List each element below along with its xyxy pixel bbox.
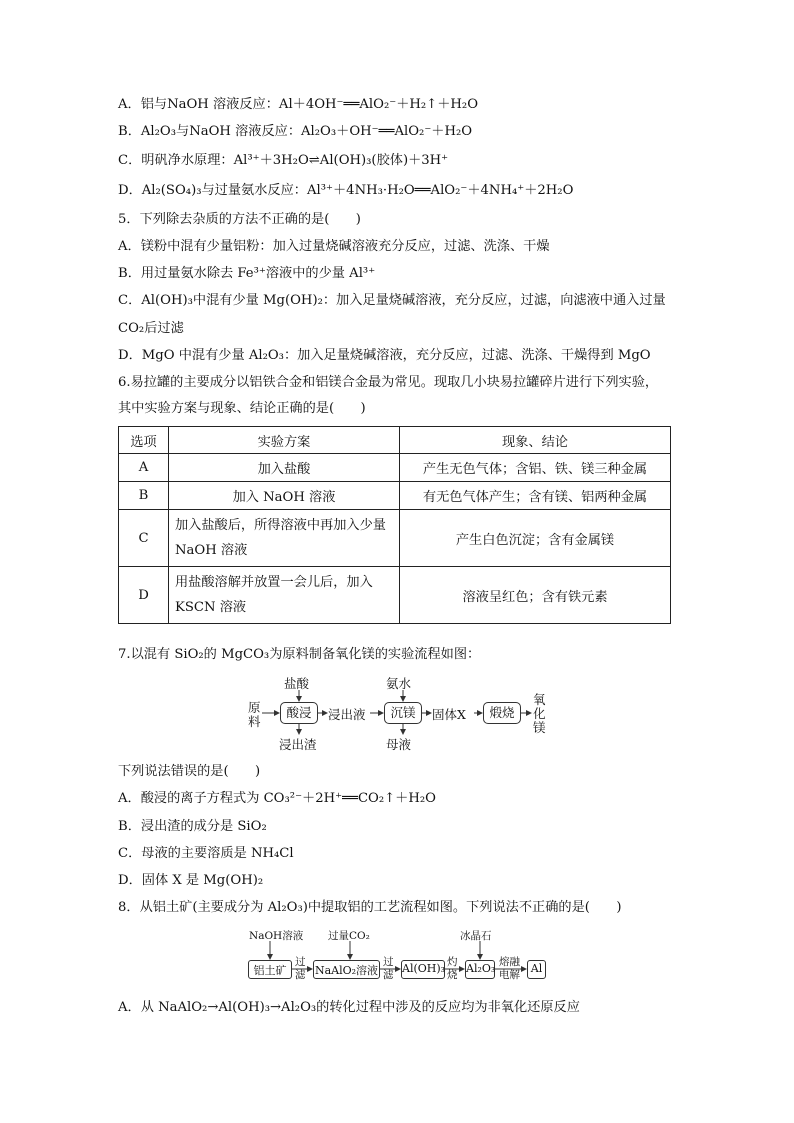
header-result: 现象、结论 xyxy=(400,427,671,454)
flow8-box-bauxite: 铝土矿 xyxy=(248,960,292,979)
row-option: B xyxy=(119,482,169,510)
row-option: C xyxy=(119,510,169,567)
flow8-box-aloh3: Al(OH)₃ xyxy=(401,960,445,979)
q7-option-b: B．浸出渣的成分是 SiO₂ xyxy=(118,819,267,834)
q5-option-c-line2: CO₂后过滤 xyxy=(118,321,184,336)
flow-product-char3: 镁 xyxy=(533,720,546,735)
row-plan-line2: NaOH 溶液 xyxy=(175,543,248,558)
flow-raw-char2: 料 xyxy=(248,714,261,729)
flow8-box-al2o3: Al₂O₃ xyxy=(465,960,495,979)
flow8-reagent-naoh: NaOH溶液 xyxy=(249,930,304,942)
q6-stem-line2: 其中实验方案与现象、结论正确的是( ) xyxy=(118,401,366,416)
q7-option-d: D．固体 X 是 Mg(OH)₂ xyxy=(118,873,264,888)
flow-box-precipitate-mg: 沉镁 xyxy=(384,702,422,724)
q5-option-a: A．镁粉中混有少量铝粉：加入过量烧碱溶液充分反应，过滤、洗涤、干燥 xyxy=(118,239,550,254)
flow-reagent-ammonia: 氨水 xyxy=(386,676,412,691)
flow8-op4-line1: 熔融 xyxy=(499,956,520,968)
header-plan: 实验方案 xyxy=(169,427,400,454)
q5-option-c-line1: C．Al(OH)₃中混有少量 Mg(OH)₂：加入足量烧碱溶液，充分反应，过滤，向滤液中通入过量 xyxy=(118,293,666,308)
flow-reagent-hcl: 盐酸 xyxy=(284,676,310,691)
flow8-box-naalo2: NaAlO₂溶液 xyxy=(313,960,380,979)
flow8-op2-char2: 滤 xyxy=(383,969,394,981)
q7-ask: 下列说法错误的是( ) xyxy=(118,764,261,779)
flow-box-acid-leach: 酸浸 xyxy=(280,702,318,724)
flow8-op3-char1: 灼 xyxy=(447,956,458,968)
flow-raw-char1: 原 xyxy=(248,700,261,715)
flow8-op1-char2: 滤 xyxy=(295,969,306,981)
row-result: 溶液呈红色；含有铁元素 xyxy=(400,567,671,624)
flow-product-char1: 氧 xyxy=(533,692,546,707)
flow-leachate: 浸出液 xyxy=(328,707,366,722)
flow8-reagent-co2: 过量CO₂ xyxy=(328,930,370,942)
flow-box-calcine: 煅烧 xyxy=(483,702,521,724)
row-option: D xyxy=(119,567,169,624)
row-option: A xyxy=(119,454,169,482)
q5-option-d: D．MgO 中混有少量 Al₂O₃：加入足量烧碱溶液，充分反应，过滤、洗涤、干燥得到 MgO xyxy=(118,348,651,363)
flow8-op2-char1: 过 xyxy=(383,956,394,968)
flow8-op4-line2: 电解 xyxy=(499,969,520,981)
row-result: 产生无色气体；含铝、铁、镁三种金属 xyxy=(400,454,671,482)
q5-stem: 5．下列除去杂质的方法不正确的是( ) xyxy=(118,212,361,227)
flow-solid-x: 固体X xyxy=(432,707,466,722)
q7-option-c: C．母液的主要溶质是 NH₄Cl xyxy=(118,846,294,861)
row-plan: 加入盐酸 xyxy=(169,454,400,482)
flow8-reagent-cryolite: 冰晶石 xyxy=(460,930,492,942)
flow8-op3-char2: 烧 xyxy=(447,969,458,981)
q4-option-a: A．铝与NaOH 溶液反应：Al＋4OH⁻══AlO₂⁻＋H₂↑＋H₂O xyxy=(118,97,479,112)
q8-stem: 8．从铝土矿(主要成分为 Al₂O₃)中提取铝的工艺流程如图。下列说法不正确的是( ) xyxy=(118,900,622,915)
flow8-box-al: Al xyxy=(527,960,546,979)
q5-option-b: B．用过量氨水除去 Fe³⁺溶液中的少量 Al³⁺ xyxy=(118,266,376,281)
q4-option-b: B．Al₂O₃与NaOH 溶液反应：Al₂O₃＋OH⁻══AlO₂⁻＋H₂O xyxy=(118,124,473,139)
row-plan: 加入 NaOH 溶液 xyxy=(169,482,400,510)
flow-product-char2: 化 xyxy=(533,706,546,721)
q6-stem-line1: 6.易拉罐的主要成分以铝铁合金和铝镁合金最为常见。现取几小块易拉罐碎片进行下列实验， xyxy=(118,375,659,390)
q4-option-d: D．Al₂(SO₄)₃与过量氨水反应：Al³⁺＋4NH₃·H₂O══AlO₂⁻＋4NH₄⁺＋2H₂O xyxy=(118,183,574,198)
q7-stem: 7.以混有 SiO₂的 MgCO₃为原料制备氧化镁的实验流程如图： xyxy=(118,647,481,662)
header-option: 选项 xyxy=(119,427,169,454)
q7-option-a: A．酸浸的离子方程式为 CO₃²⁻＋2H⁺══CO₂↑＋H₂O xyxy=(118,791,436,806)
flow8-op1-char1: 过 xyxy=(295,956,306,968)
row-plan-line2: KSCN 溶液 xyxy=(175,600,247,615)
flow-mother-liquor: 母液 xyxy=(386,737,412,752)
row-result: 产生白色沉淀；含有金属镁 xyxy=(400,510,671,567)
row-result: 有无色气体产生；含有镁、铝两种金属 xyxy=(400,482,671,510)
row-plan-line1: 加入盐酸后，所得溶液中再加入少量 xyxy=(175,518,386,533)
flow-residue: 浸出渣 xyxy=(279,737,317,752)
row-plan-line1: 用盐酸溶解并放置一会儿后，加入 xyxy=(175,575,373,590)
q4-option-c: C．明矾净水原理：Al³⁺＋3H₂O⇌Al(OH)₃(胶体)＋3H⁺ xyxy=(118,153,449,168)
q8-option-a: A．从 NaAlO₂→Al(OH)₃→Al₂O₃的转化过程中涉及的反应均为非氧化还原反应 xyxy=(118,1000,580,1015)
